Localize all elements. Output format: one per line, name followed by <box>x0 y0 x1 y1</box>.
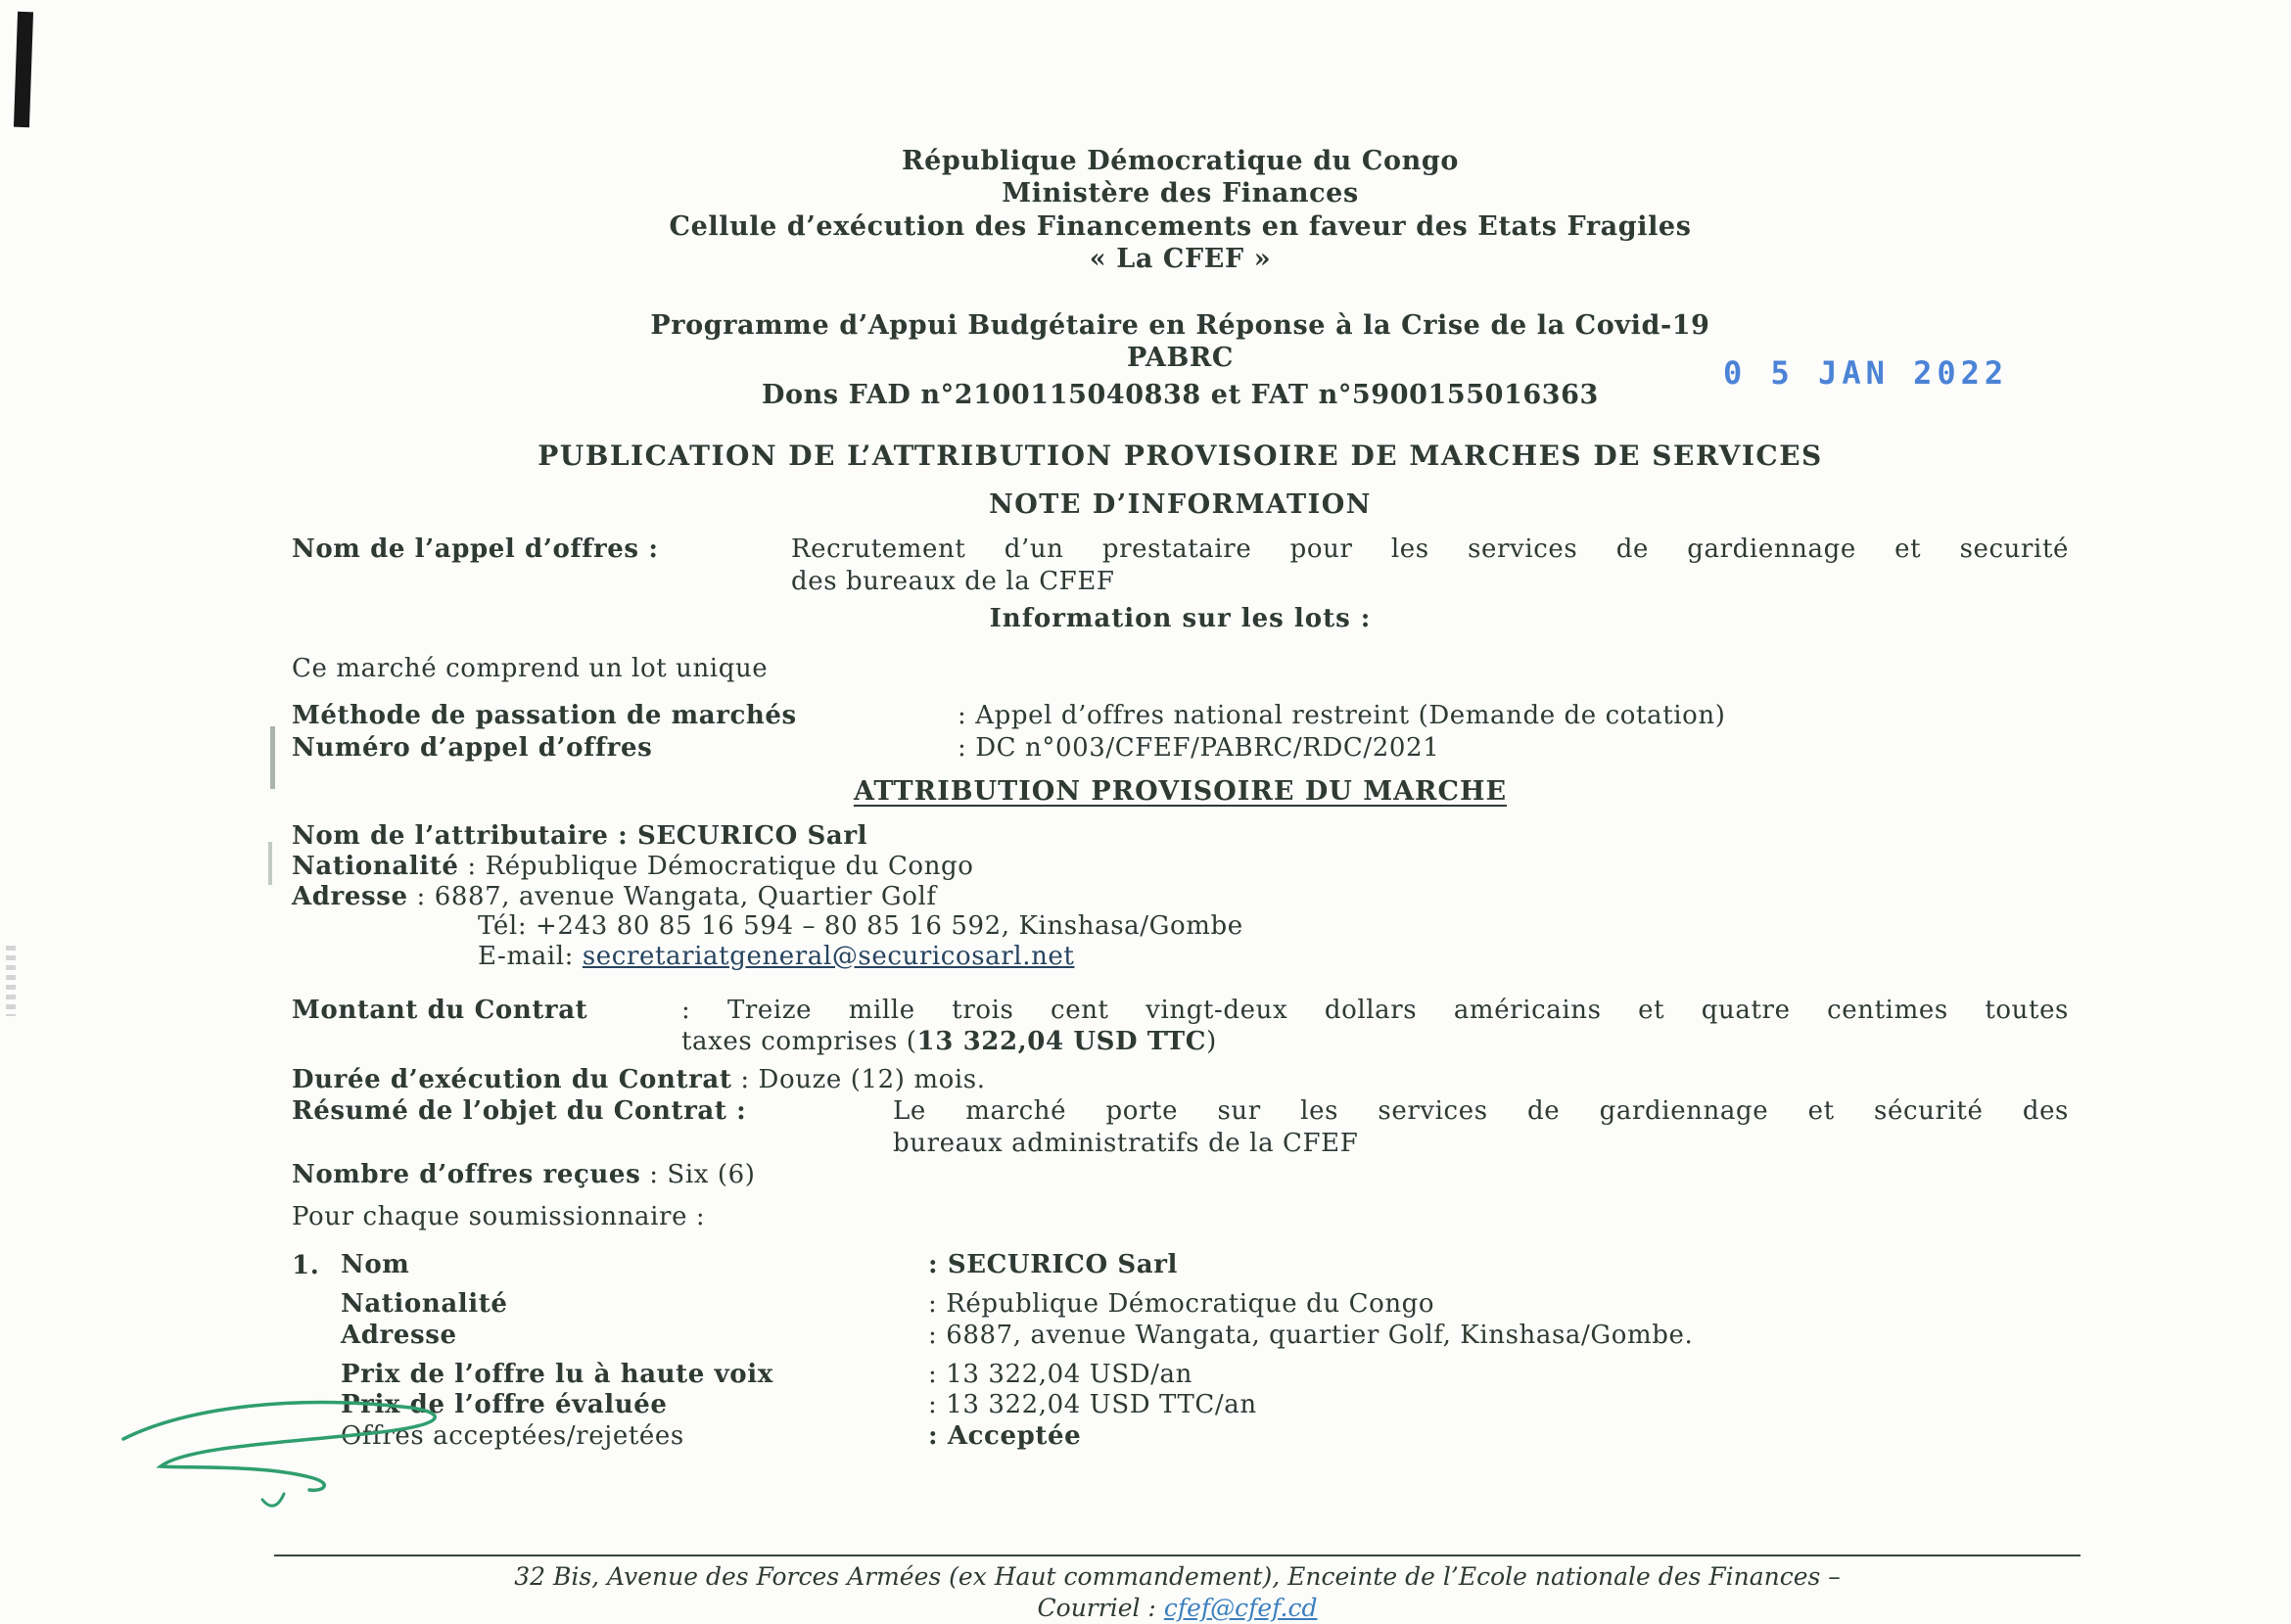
lots-heading: Information sur les lots : <box>989 604 1372 634</box>
soumissionnaire-item <box>292 1250 2069 1452</box>
header-grants: Dons FAD n°2100115040838 et FAT n°5900155016363 <box>762 379 1599 410</box>
soumissionnaire-rows <box>341 1250 2069 1452</box>
resume-label: Résumé de l’objet du Contrat : <box>292 1096 747 1127</box>
signature <box>116 1382 488 1529</box>
field-label: Prix de l’offre évaluée <box>341 1390 668 1420</box>
methode-label: Méthode de passation de marchés <box>292 701 797 731</box>
scan-artifact-edge <box>6 946 16 1016</box>
field-value: : SECURICO Sarl <box>928 1250 1178 1280</box>
nationalite-value: : République Démocratique du Congo <box>458 852 974 882</box>
email-line <box>292 942 2069 971</box>
footer-address: 32 Bis, Avenue des Forces Armées (ex Haut commandement), Enceinte de l’Ecole nationale des Finances – <box>514 1562 1841 1591</box>
field-row-offres-acceptees <box>341 1421 2069 1453</box>
field-value: : Acceptée <box>928 1421 1082 1451</box>
field-value: : 13 322,04 USD TTC/an <box>928 1390 1257 1420</box>
field-row-prix-lu <box>341 1360 2069 1391</box>
montant-line2 <box>681 1026 2069 1058</box>
resume-line2: bureaux administratifs de la CFEF <box>893 1128 1359 1158</box>
date-stamp: 0 5 JAN 2022 <box>1723 354 2009 392</box>
document-header <box>292 145 2069 411</box>
footer-contact <box>274 1593 2081 1624</box>
appel-offres-field <box>292 534 2069 597</box>
appel-offres-line1: Recrutement d’un prestataire pour les services de gardiennage et securité <box>791 534 2069 565</box>
resume-line1: Le marché porte sur les services de gardiennage et sécurité des <box>893 1096 2069 1127</box>
header-program-abbr: PABRC <box>1126 343 1235 374</box>
header-unit: Cellule d’exécution des Financements en faveur des Etats Fragiles <box>669 210 1692 242</box>
methode-value: : Appel d’offres national restreint (Demande de cotation) <box>958 701 1726 731</box>
field-label: Nom <box>341 1250 410 1280</box>
adresse-line <box>292 882 2069 911</box>
duree-value: : Douze (12) mois. <box>731 1064 986 1094</box>
attributaire-line: Nom de l’attributaire : SECURICO Sarl <box>292 820 868 851</box>
header-cfef: « La CFEF » <box>1089 244 1272 275</box>
note-title: NOTE D’INFORMATION <box>989 489 1372 521</box>
email-label: E-mail: <box>478 941 583 971</box>
field-label: Adresse <box>341 1320 457 1350</box>
offres-line <box>292 1159 2069 1191</box>
field-row-prix-evaluee <box>341 1390 2069 1421</box>
lots-body: Ce marché comprend un lot unique <box>292 653 769 683</box>
adresse-label: Adresse <box>292 881 408 911</box>
appel-offres-label: Nom de l’appel d’offres : <box>292 534 659 565</box>
field-value: : 13 322,04 USD/an <box>928 1359 1192 1389</box>
field-label: Offres acceptées/rejetées <box>341 1421 684 1451</box>
montant-row <box>292 995 2069 1058</box>
offres-label: Nombre d’offres reçues <box>292 1160 641 1190</box>
field-label: Prix de l’offre lu à haute voix <box>341 1359 773 1389</box>
soumissionnaire-intro: Pour chaque soumissionnaire : <box>292 1201 706 1231</box>
signature-flourish <box>262 1494 284 1506</box>
tel-line: Tél: +243 80 85 16 594 – 80 85 16 592, Kinshasa/Gombe <box>478 911 1243 942</box>
item-number: 1. <box>292 1251 320 1281</box>
footer-email-link[interactable]: cfef@cfef.cd <box>1163 1594 1318 1622</box>
attributaire-email-link[interactable]: secretariatgeneral@securicosarl.net <box>582 941 1075 971</box>
field-value: : 6887, avenue Wangata, quartier Golf, Kinshasa/Gombe. <box>928 1320 1694 1350</box>
scan-artifact-corner <box>14 12 33 127</box>
field-value: : République Démocratique du Congo <box>928 1289 1435 1320</box>
offres-value: : Six (6) <box>640 1160 756 1190</box>
montant-amount: 13 322,04 USD TTC <box>916 1027 1207 1057</box>
montant-line1: : Treize mille trois cent vingt-deux dollars américains et quatre centimes toutes <box>681 995 2069 1025</box>
nationalite-label: Nationalité <box>292 852 459 882</box>
passation-block <box>292 700 2069 764</box>
appel-offres-value <box>791 534 2069 597</box>
resume-value <box>893 1095 2069 1159</box>
field-row-nationalite <box>341 1289 2069 1321</box>
scan-artifact-left-1 <box>270 726 275 789</box>
courriel-label: Courriel : <box>1037 1594 1164 1622</box>
field-row-adresse <box>341 1321 2069 1352</box>
methode-row <box>292 700 2069 732</box>
attribution-heading: ATTRIBUTION PROVISOIRE DU MARCHE <box>853 776 1508 808</box>
montant-line2-post: ) <box>1206 1027 1217 1057</box>
numero-row <box>292 732 2069 765</box>
numero-label: Numéro d’appel d’offres <box>292 732 653 763</box>
numero-value: : DC n°003/CFEF/PABRC/RDC/2021 <box>958 732 1440 763</box>
field-label: Nationalité <box>341 1289 508 1320</box>
duree-label: Durée d’exécution du Contrat <box>292 1064 732 1094</box>
header-country: République Démocratique du Congo <box>902 146 1459 176</box>
montant-line2-pre: taxes comprises ( <box>681 1027 917 1057</box>
attributaire-details <box>292 852 2069 971</box>
appel-offres-line2: des bureaux de la CFEF <box>791 566 1115 596</box>
adresse-value: : 6887, avenue Wangata, Quartier Golf <box>407 881 937 911</box>
page-footer <box>274 1554 2081 1624</box>
publication-title: PUBLICATION DE L’ATTRIBUTION PROVISOIRE DE MARCHES DE SERVICES <box>538 440 1823 473</box>
scan-artifact-left-2 <box>268 842 272 885</box>
document-page <box>292 145 2069 1453</box>
nationalite-line <box>292 852 2069 881</box>
signature-stroke <box>123 1403 435 1491</box>
field-row-nom <box>341 1250 2069 1281</box>
resume-row <box>292 1095 2069 1159</box>
montant-label: Montant du Contrat <box>292 995 588 1025</box>
header-program: Programme d’Appui Budgétaire en Réponse à la Crise de la Covid-19 <box>650 309 1710 341</box>
header-ministry: Ministère des Finances <box>1002 178 1359 209</box>
duree-line <box>292 1064 2069 1096</box>
montant-value <box>681 995 2069 1058</box>
